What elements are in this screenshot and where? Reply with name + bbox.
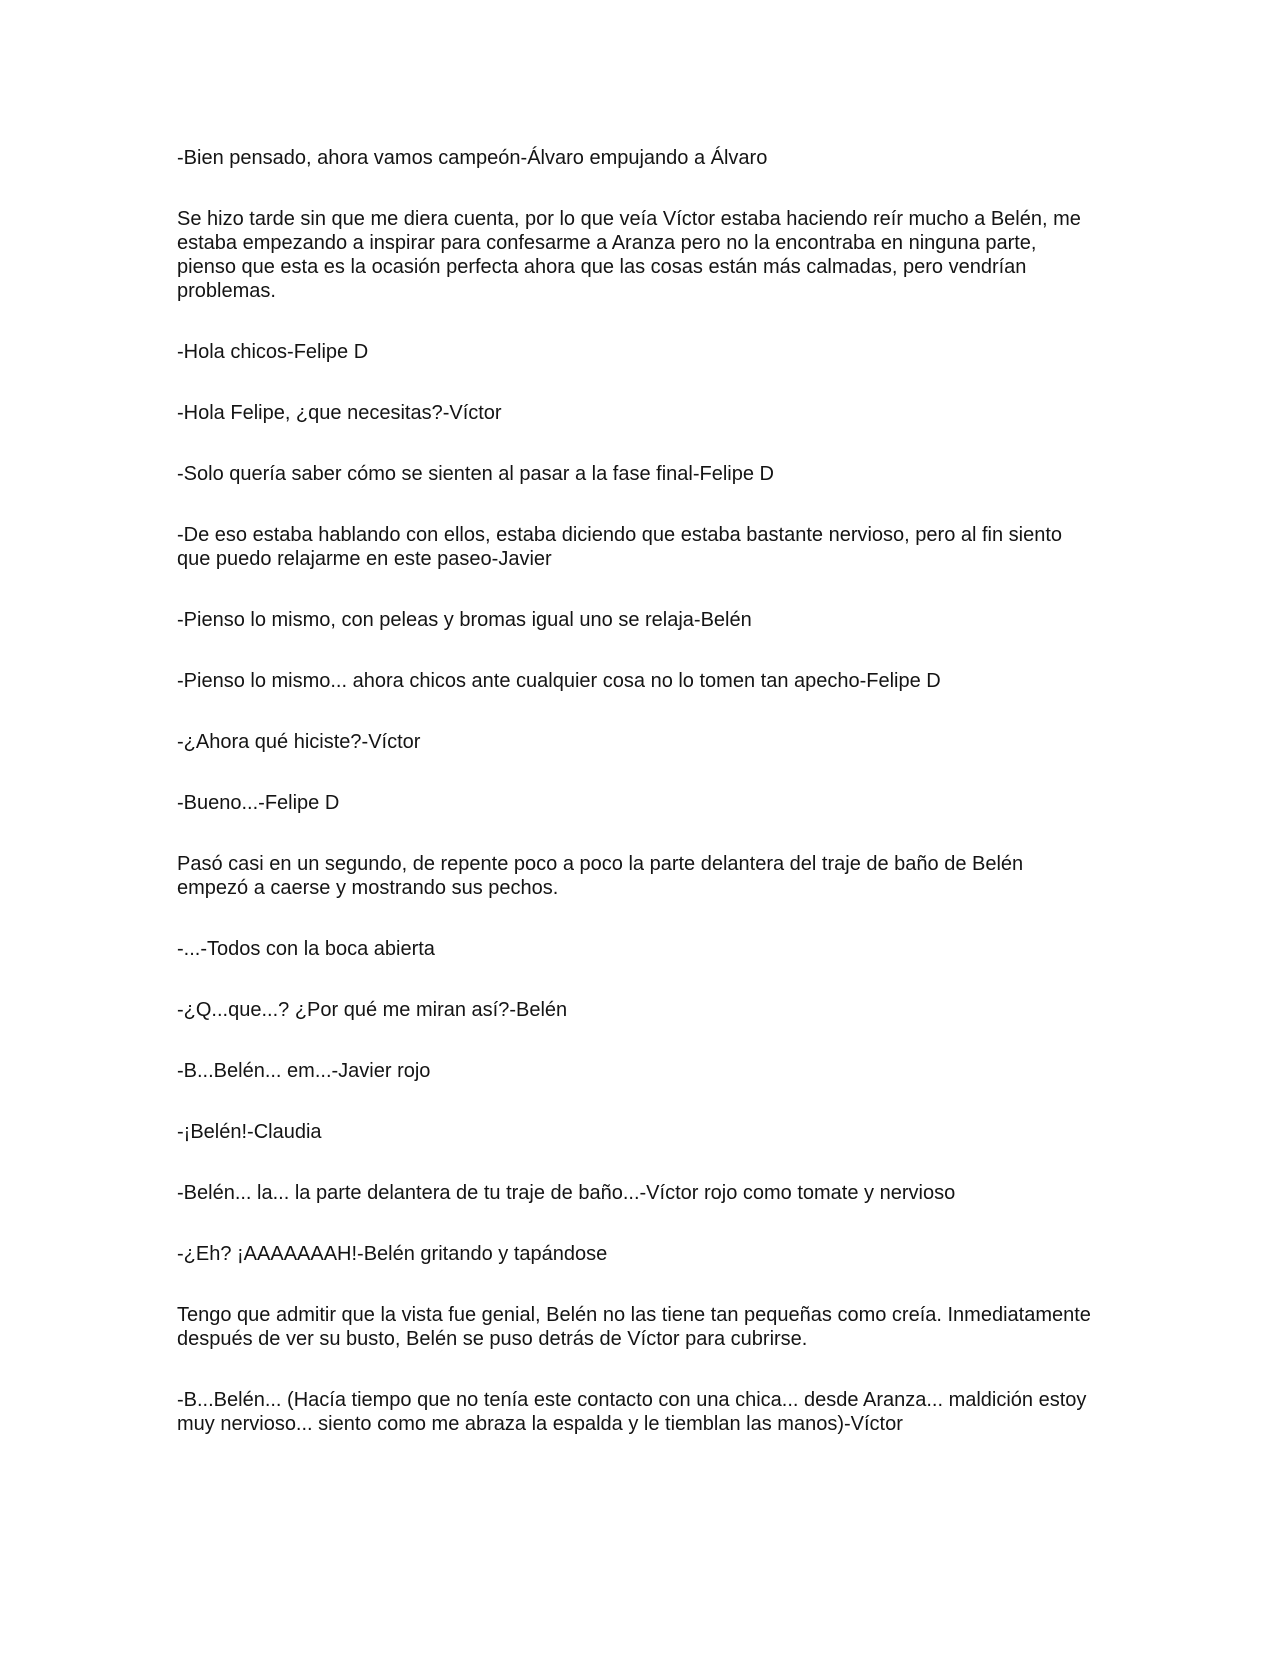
paragraph-18: Tengo que admitir que la vista fue genial, Belén no las tiene tan pequeñas como creía. Inmediatamente después de ver su busto, Belén se puso detrás de Víctor para cubrirse.	[177, 1304, 1091, 1350]
paragraph-11: Pasó casi en un segundo, de repente poco a poco la parte delantera del traje de baño de Belén empezó a caerse y mostrando sus pechos.	[177, 853, 1024, 899]
paragraph-2: Se hizo tarde sin que me diera cuenta, por lo que veía Víctor estaba haciendo reír mucho a Belén, me estaba empezando a inspirar para confesarme a Aranza pero no la encontraba en ninguna parte, pienso que esta es la ocasión perfecta ahora que las cosas están más calmadas, pero vendrían problemas.	[177, 208, 1081, 302]
paragraph-16: -Belén... la... la parte delantera de tu traje de baño...-Víctor rojo como tomate y nervioso	[177, 1182, 956, 1204]
paragraph-3: -Hola chicos-Felipe D	[177, 341, 369, 363]
paragraph-6: -De eso estaba hablando con ellos, estaba diciendo que estaba bastante nervioso, pero al fin siento que puedo relajarme en este paseo-Javier	[177, 524, 1063, 570]
paragraph-19: -B...Belén... (Hacía tiempo que no tenía este contacto con una chica... desde Aranza... maldición estoy muy nervioso... siento como me abraza la espalda y le tiemblan las manos)-Víctor	[177, 1389, 1087, 1435]
paragraph-4: -Hola Felipe, ¿que necesitas?-Víctor	[177, 402, 502, 424]
paragraph-8: -Pienso lo mismo... ahora chicos ante cualquier cosa no lo tomen tan apecho-Felipe D	[177, 670, 941, 692]
paragraph-17: -¿Eh? ¡AAAAAAAH!-Belén gritando y tapándose	[177, 1243, 608, 1265]
document-body	[177, 146, 1097, 1473]
paragraph-13: -¿Q...que...? ¿Por qué me miran así?-Belén	[177, 999, 568, 1021]
paragraph-10: -Bueno...-Felipe D	[177, 792, 340, 814]
paragraph-1: -Bien pensado, ahora vamos campeón-Álvaro empujando a Álvaro	[177, 147, 768, 169]
paragraph-14: -B...Belén... em...-Javier rojo	[177, 1060, 431, 1082]
paragraph-9: -¿Ahora qué hiciste?-Víctor	[177, 731, 421, 753]
paragraph-15: -¡Belén!-Claudia	[177, 1121, 322, 1143]
paragraph-5: -Solo quería saber cómo se sienten al pasar a la fase final-Felipe D	[177, 463, 774, 485]
paragraph-7: -Pienso lo mismo, con peleas y bromas igual uno se relaja-Belén	[177, 609, 752, 631]
paragraph-12: -...-Todos con la boca abierta	[177, 938, 435, 960]
